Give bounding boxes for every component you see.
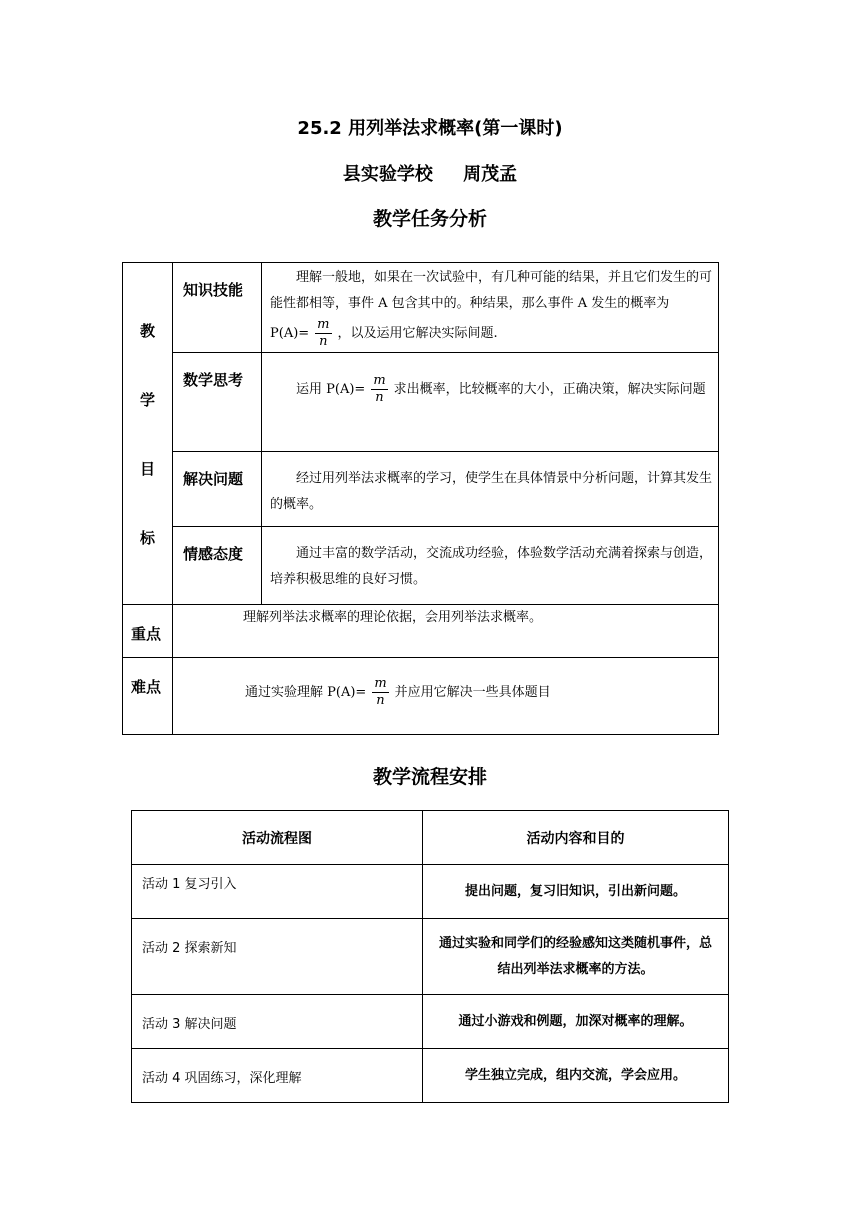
table-row bbox=[123, 658, 719, 735]
column-header: 活动流程图 bbox=[132, 811, 423, 865]
teaching-goal-label bbox=[123, 263, 173, 605]
table-row bbox=[123, 353, 719, 452]
table-row bbox=[132, 995, 729, 1049]
author-line: 县实验学校 周茂孟 bbox=[342, 164, 518, 185]
text: 通过实验理解 P(A)= bbox=[245, 685, 367, 700]
fraction bbox=[372, 676, 388, 709]
category-label: 解决问题 bbox=[173, 452, 262, 527]
key-point-label: 重点 bbox=[123, 605, 173, 658]
activity-cell: 活动 4 巩固练习，深化理解 bbox=[132, 1049, 423, 1103]
table-row bbox=[123, 263, 719, 353]
text: 运用 P(A)= bbox=[296, 382, 366, 397]
table-row bbox=[132, 1049, 729, 1103]
table-row bbox=[132, 919, 729, 995]
table-header-row bbox=[132, 811, 729, 865]
fraction-denominator: n bbox=[319, 334, 328, 349]
fraction-numerator: m bbox=[373, 373, 386, 388]
text: 并应用它解决一些具体题目 bbox=[394, 685, 551, 700]
goal-char: 标 bbox=[139, 528, 155, 547]
text: 理解一般地，如果在一次试验中，有几种可能的结果，并且它们发生的可能性都相等，事件 A 包含其中的。种结果，那么事件 A 发生的概率为 P(A)= bbox=[270, 270, 713, 341]
teaching-analysis-table bbox=[122, 262, 719, 735]
document-title: 25.2 用列举法求概率(第一课时) bbox=[297, 118, 563, 139]
content-cell: 提出问题，复习旧知识，引出新问题。 bbox=[423, 865, 729, 919]
fraction-numerator: m bbox=[374, 676, 387, 691]
content-cell: 通过实验和同学们的经验感知这类随机事件，总结出列举法求概率的方法。 bbox=[423, 919, 729, 995]
fraction-denominator: n bbox=[375, 390, 384, 405]
category-text bbox=[262, 263, 719, 353]
category-text: 通过丰富的数学活动，交流成功经验，体验数学活动充满着探索与创造，培养积极思维的良好习惯。 bbox=[262, 527, 719, 605]
text: ，以及运用它解决实际间题. bbox=[337, 326, 498, 341]
table-row bbox=[123, 527, 719, 605]
difficulty-label: 难点 bbox=[123, 658, 173, 735]
activity-cell: 活动 3 解决问题 bbox=[132, 995, 423, 1049]
teaching-flow-table bbox=[131, 810, 729, 1103]
column-header: 活动内容和目的 bbox=[423, 811, 729, 865]
section-heading-flow: 教学流程安排 bbox=[372, 766, 487, 788]
key-point-text: 理解列举法求概率的理论依据，会用列举法求概率。 bbox=[173, 605, 719, 658]
text: 求出概率，比较概率的大小，正确决策，解决实际问题 bbox=[393, 382, 706, 397]
table-row bbox=[123, 452, 719, 527]
goal-char: 教 bbox=[139, 321, 155, 340]
difficulty-text bbox=[173, 658, 719, 735]
goal-char: 学 bbox=[139, 390, 155, 409]
table-row bbox=[123, 605, 719, 658]
fraction bbox=[371, 373, 387, 406]
fraction-numerator: m bbox=[317, 317, 330, 332]
category-label: 数学思考 bbox=[173, 353, 262, 452]
activity-cell: 活动 1 复习引入 bbox=[132, 865, 423, 919]
category-label: 情感态度 bbox=[173, 527, 262, 605]
fraction-denominator: n bbox=[376, 693, 385, 708]
content-cell: 通过小游戏和例题，加深对概率的理解。 bbox=[423, 995, 729, 1049]
goal-char: 目 bbox=[139, 459, 155, 478]
activity-cell: 活动 2 探索新知 bbox=[132, 919, 423, 995]
category-text bbox=[262, 353, 719, 452]
category-text: 经过用列举法求概率的学习，使学生在具体情景中分析问题，计算其发生的概率。 bbox=[262, 452, 719, 527]
content-cell: 学生独立完成，组内交流，学会应用。 bbox=[423, 1049, 729, 1103]
section-heading-analysis: 教学任务分析 bbox=[372, 208, 487, 230]
table-row bbox=[132, 865, 729, 919]
category-label: 知识技能 bbox=[173, 263, 262, 353]
fraction bbox=[315, 317, 331, 350]
